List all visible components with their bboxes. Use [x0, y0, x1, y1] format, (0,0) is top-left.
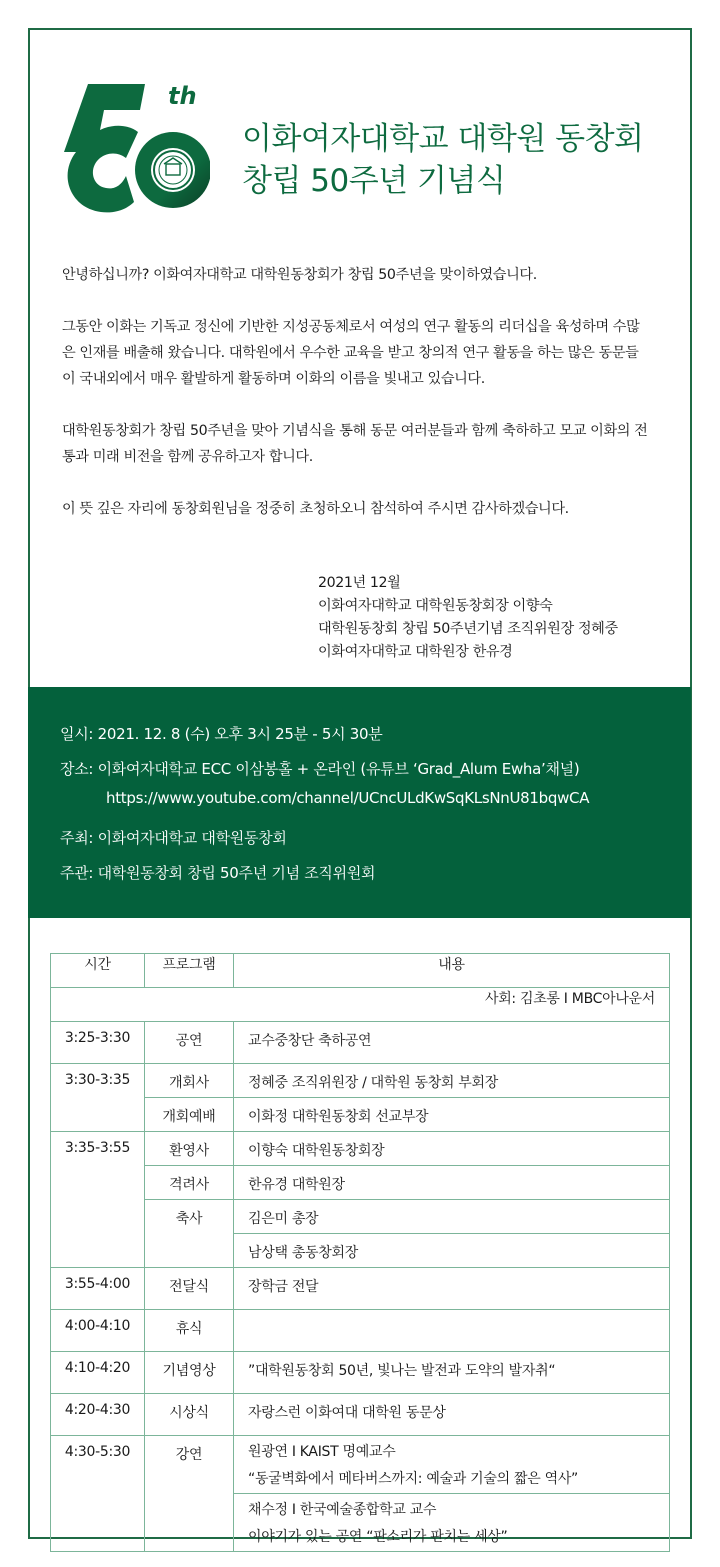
- row-program: 전달식: [145, 1268, 234, 1310]
- letter-paragraph: 그동안 이화는 기독교 정신에 기반한 지성공동체로서 여성의 연구 활동의 리더십을 육성하며 수많은 인재를 배출해 왔습니다. 대학원에서 우수한 교육을 받고 창의적 연구 활동을 하는 많은 동문들이 국내외에서 매우 활발하게 활동하며 이화의 이름을 빛내고 있습니다.: [62, 319, 640, 387]
- row-content: 한유경 대학원장: [234, 1166, 670, 1200]
- row-content: 장학금 전달: [234, 1268, 670, 1310]
- event-organizer: 주관: 대학원동창회 창립 50주년 기념 조직위원회: [60, 864, 376, 882]
- row-content: 이화정 대학원동창회 선교부장: [234, 1098, 670, 1132]
- row-content: ”대학원동창회 50년, 빛나는 발전과 도약의 발자취“: [234, 1352, 670, 1394]
- lecture-title: “동굴벽화에서 메타버스까지: 예술과 기술의 짧은 역사”: [248, 1471, 579, 1487]
- header-content: 내용: [234, 954, 670, 988]
- header-time: 시간: [51, 954, 145, 988]
- row-program: 휴식: [145, 1310, 234, 1352]
- row-time: 4:30-5:30: [51, 1436, 145, 1552]
- table-row: [51, 1132, 670, 1166]
- row-program: 공연: [145, 1022, 234, 1064]
- signature-line: 이화여자대학교 대학원장 한유경: [318, 644, 513, 660]
- title-line-1: 이화여자대학교 대학원 동창회: [242, 121, 644, 157]
- row-content: [234, 1436, 670, 1494]
- table-row: [51, 1310, 670, 1352]
- event-date: 일시: 2021. 12. 8 (수) 오후 3시 25분 - 5시 30분: [60, 725, 383, 743]
- row-program: 개회사: [145, 1064, 234, 1098]
- event-info-band: [28, 687, 691, 918]
- table-row: [51, 1394, 670, 1436]
- youtube-link[interactable]: https://www.youtube.com/channel/UCncULdKwSqKLsNnU81bqwCA: [106, 789, 590, 807]
- table-row: [51, 1436, 670, 1494]
- row-time: 3:55-4:00: [51, 1268, 145, 1310]
- svg-text:th: th: [168, 82, 197, 110]
- row-content: 정혜중 조직위원장 / 대학원 동창회 부회장: [234, 1064, 670, 1098]
- table-row: [51, 1352, 670, 1394]
- signature-line: 이화여자대학교 대학원동창회장 이향숙: [318, 598, 553, 614]
- row-time: 3:25-3:30: [51, 1022, 145, 1064]
- signature-block: [318, 572, 618, 664]
- row-content: 김은미 총장: [234, 1200, 670, 1234]
- title-line-2: 창립 50주년 기념식: [242, 163, 506, 199]
- row-content: [234, 1494, 670, 1552]
- row-program: 기념영상: [145, 1352, 234, 1394]
- row-content: 남상택 총동창회장: [234, 1234, 670, 1268]
- letter-closing: 이 뜻 깊은 자리에 동창회원님을 정중히 초청하오니 참석하여 주시면 감사하겠습니다.: [62, 501, 569, 517]
- row-time: 3:35-3:55: [51, 1132, 145, 1268]
- row-time: 4:20-4:30: [51, 1394, 145, 1436]
- row-program: 환영사: [145, 1132, 234, 1166]
- event-host: 주최: 이화여자대학교 대학원동창회: [60, 829, 287, 847]
- schedule-table: [50, 953, 670, 1552]
- invitation-letter: [62, 262, 672, 548]
- row-time: 3:30-3:35: [51, 1064, 145, 1132]
- table-row: [51, 1022, 670, 1064]
- event-venue: 장소: 이화여자대학교 ECC 이삼봉홀 + 온라인 (유튜브 ‘Grad_Alum Ewha’채널): [60, 760, 580, 778]
- mc-row: [51, 988, 670, 1022]
- event-title: [242, 118, 644, 202]
- row-program: 시상식: [145, 1394, 234, 1436]
- letter-paragraph: 대학원동창회가 창립 50주년을 맞아 기념식을 통해 동문 여러분들과 함께 축하하고 모교 이화의 전통과 미래 비전을 함께 공유하고자 합니다.: [62, 423, 648, 465]
- mc-info: 사회: 김초롱 I MBC아나운서: [51, 988, 670, 1022]
- table-header-row: [51, 954, 670, 988]
- 50th-logo-icon: [60, 78, 210, 218]
- row-program: 격려사: [145, 1166, 234, 1200]
- row-time: 4:00-4:10: [51, 1310, 145, 1352]
- lecture-speaker: 원광연 I KAIST 명예교수: [248, 1444, 396, 1460]
- row-program: 축사: [145, 1200, 234, 1268]
- lecture-speaker: 채수정 I 한국예술종합학교 교수: [248, 1502, 437, 1518]
- row-content: [234, 1310, 670, 1352]
- signature-line: 대학원동창회 창립 50주년기념 조직위원장 정혜중: [318, 621, 618, 637]
- row-content: 교수중창단 축하공연: [234, 1022, 670, 1064]
- header-program: 프로그램: [145, 954, 234, 988]
- row-program: 강연: [145, 1436, 234, 1552]
- table-row: [51, 1268, 670, 1310]
- row-content: 이향숙 대학원동창회장: [234, 1132, 670, 1166]
- row-program: 개회예배: [145, 1098, 234, 1132]
- row-content: 자랑스런 이화여대 대학원 동문상: [234, 1394, 670, 1436]
- lecture-title: 이야기가 있는 공연 “판소리가 판치는 세상”: [248, 1529, 508, 1545]
- signature-date: 2021년 12월: [318, 575, 401, 591]
- 50th-logo: [60, 78, 210, 218]
- letter-greeting: 안녕하십니까? 이화여자대학교 대학원동창회가 창립 50주년을 맞이하였습니다.: [62, 267, 537, 283]
- row-time: 4:10-4:20: [51, 1352, 145, 1394]
- table-row: [51, 1064, 670, 1098]
